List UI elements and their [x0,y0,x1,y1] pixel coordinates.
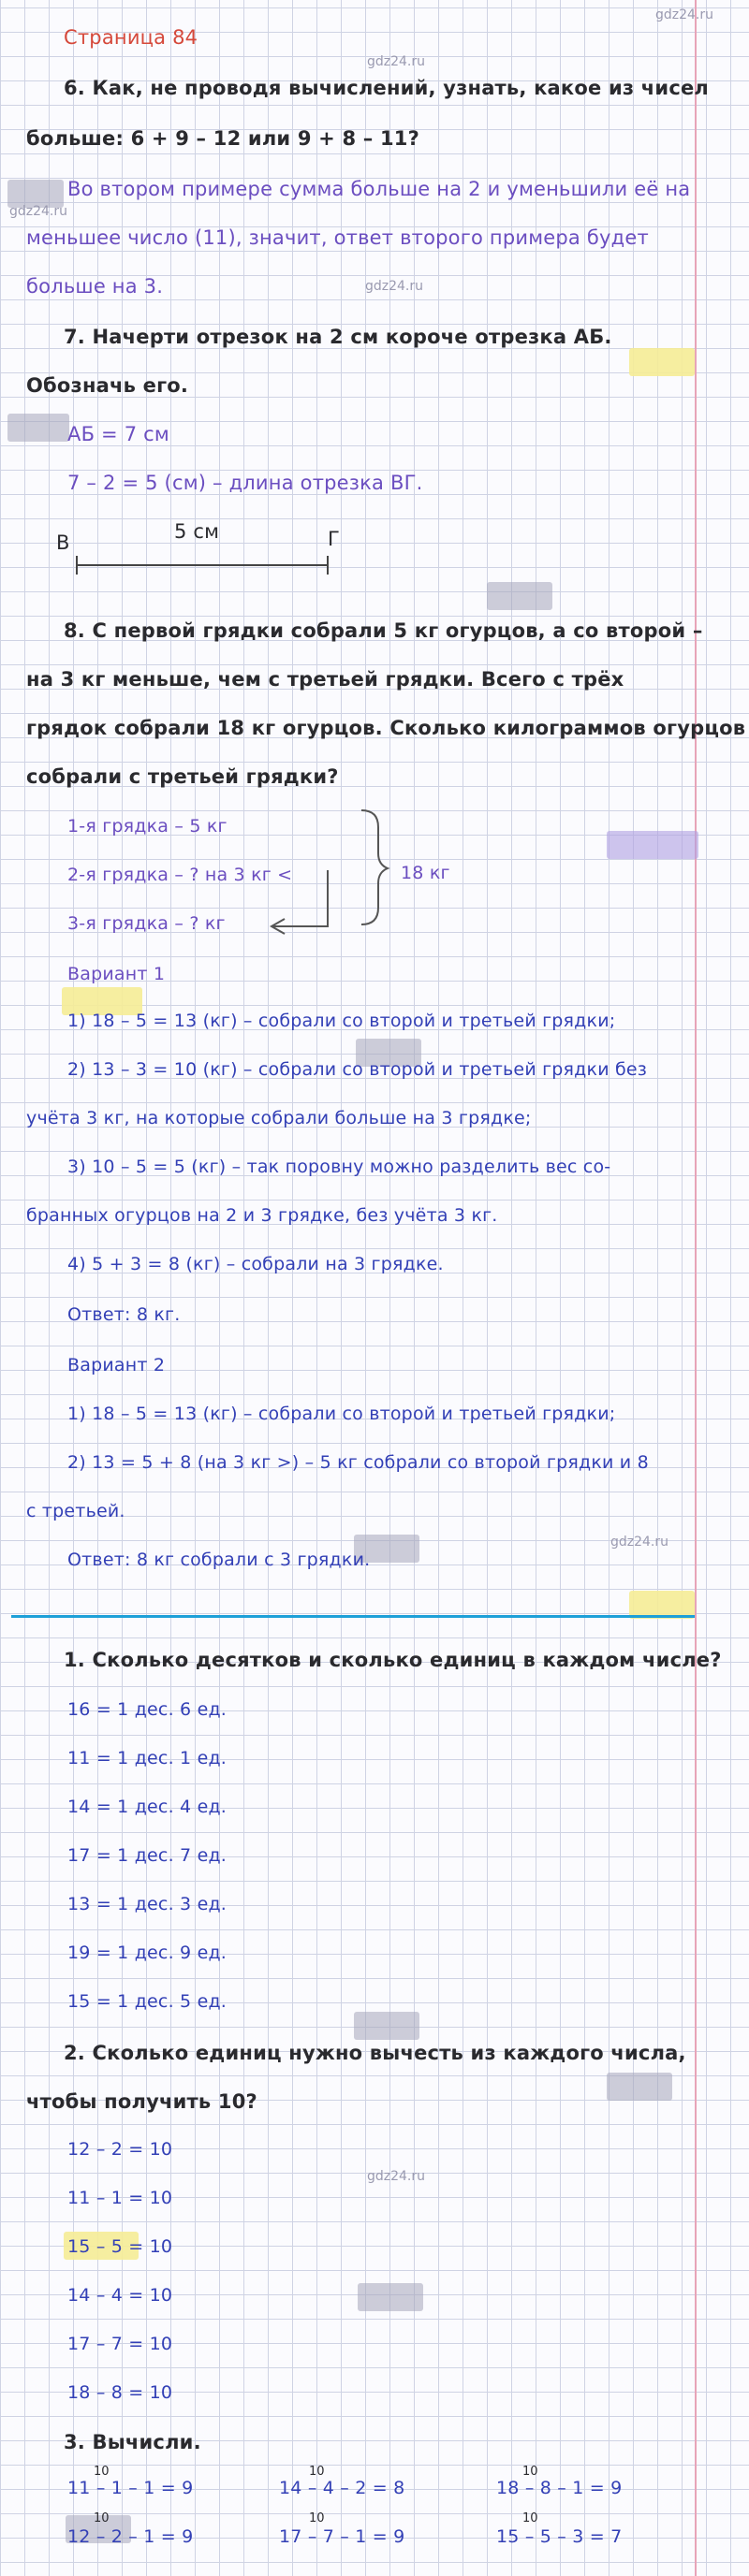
segment-label-right: Г [328,528,341,550]
segment-vg [77,556,328,575]
task3-answer: 12 – 2 – 1 = 9 [67,2526,194,2547]
solution-line: 1) 18 – 5 = 13 (кг) – собрали со второй и третьей грядки; [67,1404,616,1424]
task8-question: 8. С первой грядки собрали 5 кг огурцов, а со второй – [64,619,703,642]
watermark-text: gdz24.ru [655,7,714,22]
tens-hint: 10 [94,2465,110,2479]
watermark-text: gdz24.ru [610,1535,669,1550]
task2-question: чтобы получить 10? [26,2090,257,2113]
solution-line: учёта 3 кг, на которые собрали больше на 3 грядке; [26,1108,532,1128]
section-divider [11,1615,695,1618]
segment-label-left: В [56,531,70,554]
variant-title: Вариант 2 [67,1355,166,1375]
task3-answer: 11 – 1 – 1 = 9 [67,2478,194,2498]
task2-answer: 14 – 4 = 10 [67,2285,173,2306]
task1-answer: 11 = 1 дес. 1 ед. [67,1748,228,1768]
task6-answer: больше на 3. [26,275,164,298]
task8-question: собрали с третьей грядки? [26,765,339,788]
task1-answer: 14 = 1 дес. 4 ед. [67,1797,228,1817]
short-note: 1-я грядка – 5 кг [67,816,228,837]
task1-answer: 13 = 1 дес. 3 ед. [67,1894,228,1914]
brace-icon [361,810,388,924]
task6-question: 6. Как, не проводя вычислений, узнать, какое из чисел [64,77,709,99]
solution-line: 2) 13 = 5 + 8 (на 3 кг >) – 5 кг собрали со второй грядки и 8 [67,1452,649,1473]
solution-line: 4) 5 + 3 = 8 (кг) – собрали на 3 грядке. [67,1254,444,1274]
task2-answer: 11 – 1 = 10 [67,2188,173,2208]
task3-answer: 15 – 5 – 3 = 7 [496,2526,623,2547]
solution-line: 2) 13 – 3 = 10 (кг) – собрали со второй и третьей грядки без [67,1059,648,1080]
task1-answer: 15 = 1 дес. 5 ед. [67,1991,228,2012]
task7-question: Обозначь его. [26,374,189,397]
solution-line: 3) 10 – 5 = 5 (кг) – так поровну можно разделить вес со- [67,1157,611,1177]
task3-answer: 14 – 4 – 2 = 8 [279,2478,405,2498]
task1-answer: 17 = 1 дес. 7 ед. [67,1845,228,1866]
watermark-text: gdz24.ru [367,54,426,69]
task2-answer: 12 – 2 = 10 [67,2139,173,2160]
task8-question: грядок собрали 18 кг огурцов. Сколько килограммов огурцов [26,717,746,739]
tens-hint: 10 [522,2465,538,2479]
answer-line: Ответ: 8 кг собрали с 3 грядки. [67,1550,371,1570]
task6-question: больше: 6 + 9 – 12 или 9 + 8 – 11? [26,127,419,150]
watermark-text: gdz24.ru [367,2169,426,2184]
short-note: 2-я грядка – ? на 3 кг < [67,865,293,885]
task2-answer: 15 – 5 = 10 [67,2236,173,2257]
solution-line: 1) 18 – 5 = 13 (кг) – собрали со второй и третьей грядки; [67,1011,616,1031]
page-title: Страница 84 [64,26,198,49]
tens-hint: 10 [309,2511,325,2525]
task7-question: 7. Начерти отрезок на 2 см короче отрезка АБ. [64,326,612,348]
watermark-text: gdz24.ru [9,204,68,219]
tens-hint: 10 [309,2465,325,2479]
task3-answer: 17 – 7 – 1 = 9 [279,2526,405,2547]
tens-hint: 10 [522,2511,538,2525]
variant-title: Вариант 1 [67,964,166,984]
task1-answer: 16 = 1 дес. 6 ед. [67,1699,228,1720]
short-note-total: 18 кг [401,863,450,883]
task2-answer: 18 – 8 = 10 [67,2382,173,2403]
task7-answer: 7 – 2 = 5 (см) – длина отрезка ВГ. [67,472,423,494]
task3-question: 3. Вычисли. [64,2431,201,2453]
tens-hint: 10 [94,2511,110,2525]
solution-line: бранных огурцов на 2 и 3 грядке, без учёта 3 кг. [26,1205,498,1226]
task6-answer: меньшее число (11), значит, ответ второго примера будет [26,226,649,249]
task2-question: 2. Сколько единиц нужно вычесть из каждого числа, [64,2042,686,2064]
task1-question: 1. Сколько десятков и сколько единиц в каждом числе? [64,1649,722,1671]
task3-answer: 18 – 8 – 1 = 9 [496,2478,623,2498]
solution-line: с третьей. [26,1501,125,1521]
task2-answer: 17 – 7 = 10 [67,2334,173,2354]
short-note: 3-я грядка – ? кг [67,913,226,934]
task1-answer: 19 = 1 дес. 9 ед. [67,1943,228,1963]
answer-line: Ответ: 8 кг. [67,1304,181,1325]
watermark-text: gdz24.ru [365,279,424,294]
task8-question: на 3 кг меньше, чем с третьей грядки. Всего с трёх [26,668,624,691]
task7-answer: АБ = 7 см [67,423,169,445]
segment-length-label: 5 см [174,520,220,543]
task6-answer: Во втором примере сумма больше на 2 и уменьшили её на [67,178,691,200]
